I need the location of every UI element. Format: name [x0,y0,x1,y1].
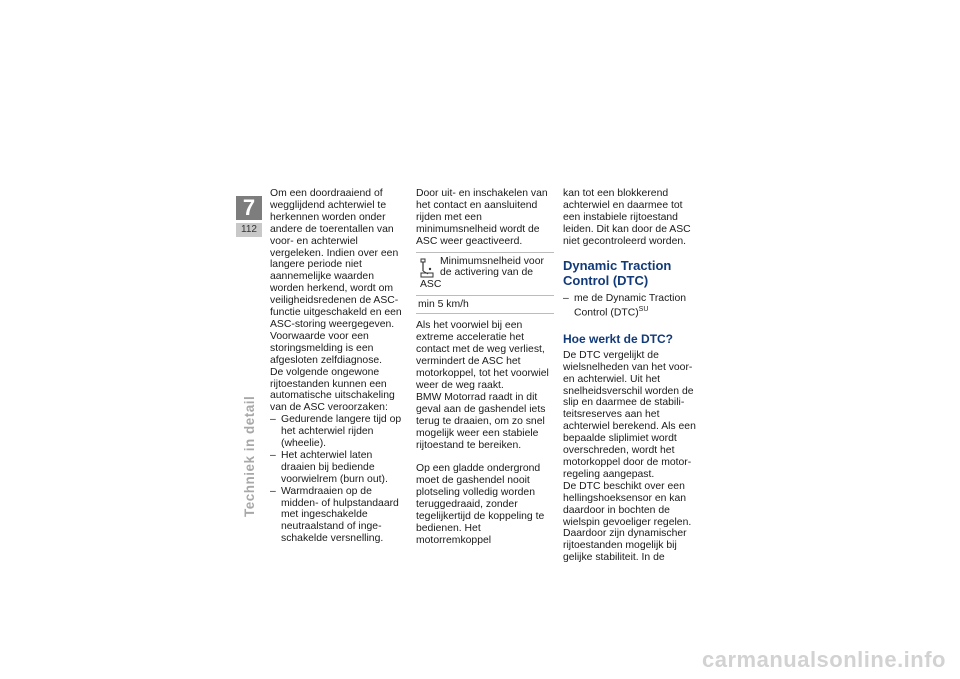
bullet-list [563,293,701,320]
spec-label: Minimumsnelheid voor de activering van de [440,255,544,279]
paragraph: De DTC vergelijkt de wielsnelheden van het voor- en achterwiel. Uit het snelheidsverschil worden de slip en daarmee de stabiliteitsreserves aan het achterwiel berekend. Als een bepaalde sliplimiet wordt overschreden, wordt het motorkoppel door de motorregeling aangepast. [563,349,696,480]
chapter-title [238,379,262,519]
paragraph: BMW Motorrad raadt in dit geval aan de gashendel iets terug te draaien, om zo snel mogelijk weer een stabiele rijtoestand te bereiken. [416,391,546,451]
chapter-title-text: Techniek in detail [242,395,257,517]
column-3 [563,188,701,564]
section-heading: Dynamic Traction Control (DTC) [563,257,672,288]
spec-table [416,252,554,315]
column-1 [270,188,408,545]
page-number: 112 [236,223,262,237]
spec-label-tail: ASC [420,279,442,291]
column-2 [416,188,554,547]
spec-value: min 5 km/h [418,298,469,310]
list-item: – Het achterwiel laten draaien bij bediende voorwielrem (burn out). [270,450,408,486]
paragraph: Door uit- en inschakelen van het contact en aansluitend rijden met een minimumsnelheid wordt de ASC weer geactiveerd. [416,188,548,247]
paragraph: De DTC beschikt over een hellingshoeksensor en kan daardoor in bochten de wielspin gevoeliger regelen. Daardoor zijn dynamischer rijtoestanden mogelijk bij gelijke stabiliteit. In de [563,480,692,564]
list-item: – Warmdraaien op de midden- of hulpstandaard met ingeschakelde neutraalstand of ingeschakelde versnelling. [270,486,408,546]
paragraph: kan tot een blokkerend achterwiel en daarmee tot een instabiele rijtoestand leiden. Dit kan door de ASC niet gecontroleerd worden. [563,188,691,247]
chapter-number: 7 [236,196,262,220]
list-item-text: me de Dynamic Traction Control (DTC) [574,292,687,319]
bullet-list [270,414,408,545]
paragraph: Als het voorwiel bij een extreme acceleratie het contact met de weg verliest, vermindert de ASC het motorkoppel, tot het voorwiel weer de weg raakt. [416,320,549,391]
paragraph: Op een gladde ondergrond moet de gashendel nooit plotseling volledig worden teruggedraaid, zonder tegelijkertijd de koppeling te bedienen. Het motorremkoppel [416,463,545,546]
watermark: carmanualsonline.info [702,647,946,672]
paragraph: De volgende ongewone rijtoestanden kunnen een automatische uitschakeling van de ASC veroorzaken: [270,366,395,414]
subsection-heading: Hoe werkt de DTC? [563,331,674,346]
speed-gauge-icon [420,257,434,279]
paragraph: Om een doordraaiend of wegglijdend achterwiel te herkennen worden onder andere de toerentallen van voor- en achterwiel vergeleken. Indien over een langere periode niet aannemelijke waarden worden herkend, wordt om veiligheidsredenen de ASC-functie uitgeschakeld en een ASC-storing weergegeven. Voorwaarde voor een storingsmelding is een afgesloten zelfdiagnose. [270,188,402,366]
spec-row-label [416,253,554,296]
list-item: – Gedurende langere tijd op het achterwiel rijden (wheelie). [270,414,408,450]
list-item [563,293,701,320]
equipment-code: SU [638,306,649,314]
